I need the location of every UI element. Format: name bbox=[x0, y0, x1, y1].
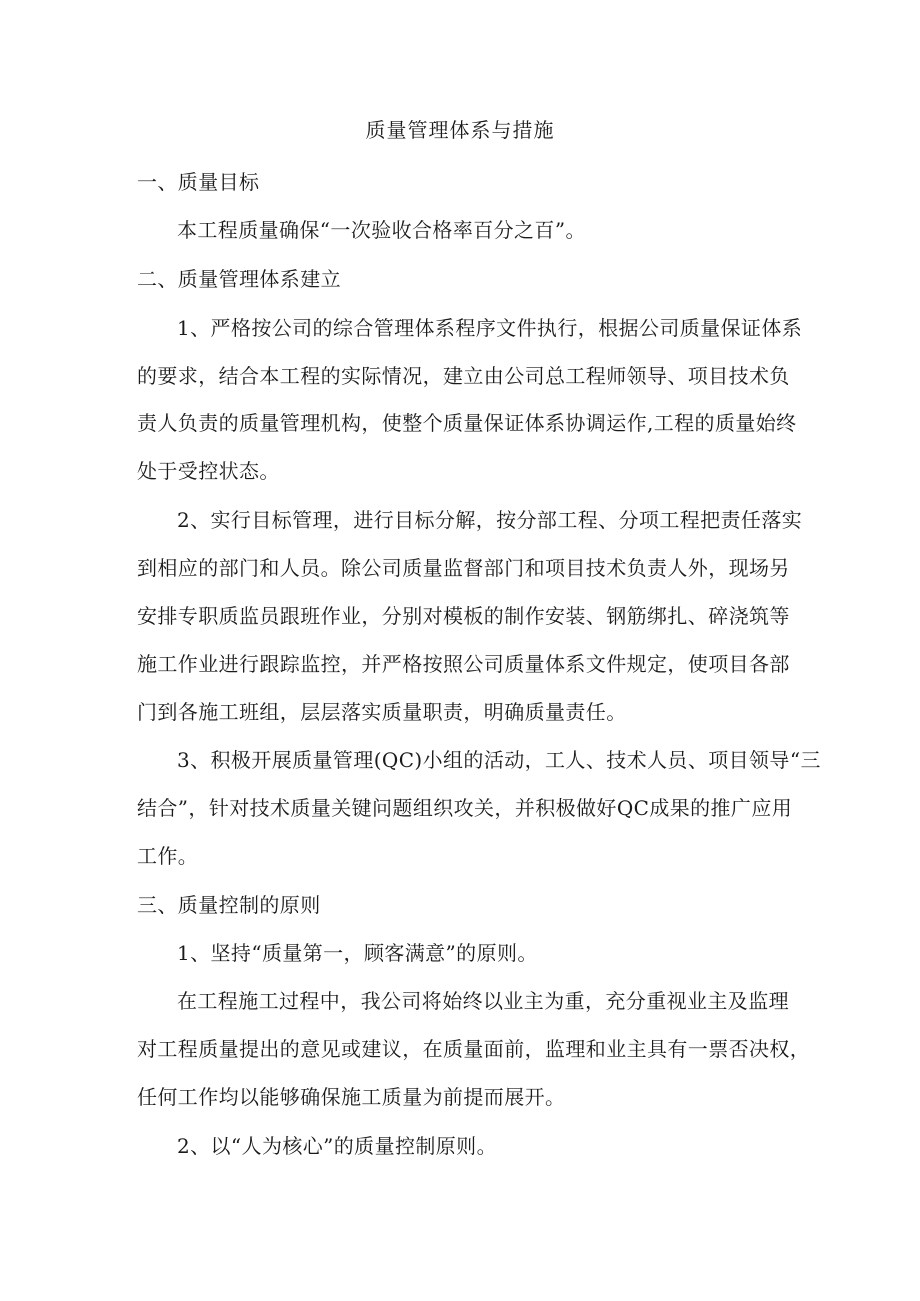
paragraph-line: 任何工作均以能够确保施工质量为前提而展开。 bbox=[137, 1085, 566, 1109]
paragraph-line: 工作。 bbox=[137, 844, 199, 868]
paragraph-line: 3、积极开展质量管理(QC)小组的活动，工人、技术人员、项目领导“三 bbox=[177, 748, 821, 772]
paragraph-line: 结合”，针对技术质量关键问题组织攻关，并积极做好QC成果的推广应用 bbox=[137, 796, 793, 820]
section-heading-quality-goal: 一、质量目标 bbox=[137, 170, 260, 194]
paragraph-line: 1、严格按公司的综合管理体系程序文件执行，根据公司质量保证体系 bbox=[177, 316, 803, 340]
paragraph-line: 到相应的部门和人员。除公司质量监督部门和项目技术负责人外，现场另 bbox=[137, 556, 790, 580]
paragraph-line: 施工作业进行跟踪监控，并严格按照公司质量体系文件规定，使项目各部 bbox=[137, 652, 790, 676]
paragraph-line: 责人负责的质量管理机构，使整个质量保证体系协调运作,工程的质量始终 bbox=[137, 411, 797, 435]
paragraph-line: 安排专职质监员跟班作业，分别对模板的制作安装、钢筋绑扎、碎浇筑等 bbox=[137, 604, 790, 628]
section-heading-control-principles: 三、质量控制的原则 bbox=[137, 893, 321, 917]
paragraph-line: 门到各施工班组，层层落实质量职责，明确质量责任。 bbox=[137, 700, 627, 724]
paragraph-line: 2、实行目标管理，进行目标分解，按分部工程、分项工程把责任落实 bbox=[177, 508, 803, 532]
paragraph-line: 1、坚持“质量第一，顾客满意”的原则。 bbox=[177, 941, 538, 965]
section-heading-management-system: 二、质量管理体系建立 bbox=[137, 267, 341, 291]
paragraph-line: 本工程质量确保“一次验收合格率百分之百”。 bbox=[177, 218, 586, 242]
paragraph-line: 2、以“人为核心”的质量控制原则。 bbox=[177, 1134, 497, 1158]
document-title: 质量管理体系与措施 bbox=[365, 118, 555, 142]
paragraph-line: 对工程质量提出的意见或建议，在质量面前，监理和业主具有一票否决权， bbox=[137, 1037, 811, 1061]
paragraph-line: 处于受控状态。 bbox=[137, 459, 280, 483]
paragraph-line: 在工程施工过程中，我公司将始终以业主为重，充分重视业主及监理 bbox=[177, 989, 789, 1013]
paragraph-line: 的要求，结合本工程的实际情况，建立由公司总工程师领导、项目技术负 bbox=[137, 364, 790, 388]
